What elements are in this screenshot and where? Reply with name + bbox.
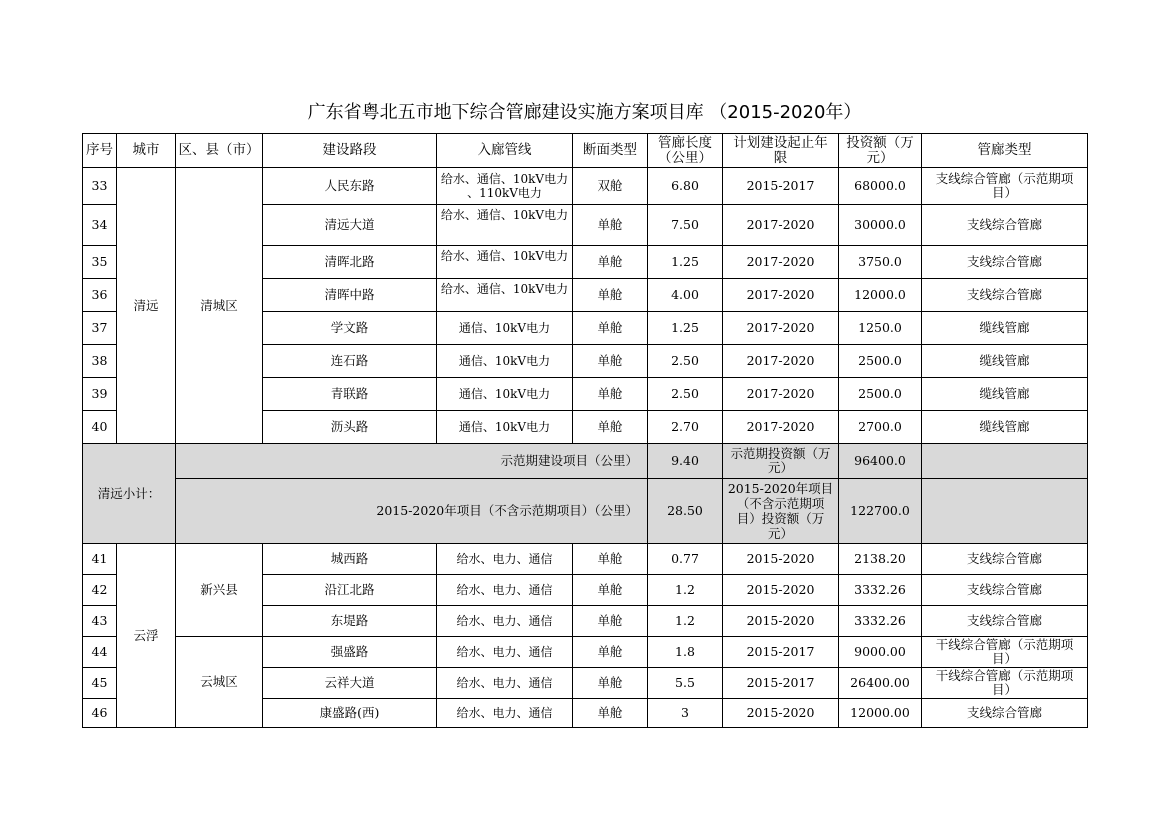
cell-length: 2.50 <box>648 345 723 378</box>
cell-no: 35 <box>83 246 117 279</box>
cell-pipelines: 给水、电力、通信 <box>437 699 573 728</box>
subtotal-row-plan <box>83 479 1088 544</box>
cell-section: 清远大道 <box>263 205 437 246</box>
subtotal-row-demo <box>83 444 1088 479</box>
cell-period: 2017-2020 <box>723 205 839 246</box>
cell-no: 44 <box>83 637 117 668</box>
cell-corridor-type: 缆线管廊 <box>922 411 1088 444</box>
header-section: 建设路段 <box>263 134 437 168</box>
cell-city: 云浮 <box>117 544 176 728</box>
cell-no: 40 <box>83 411 117 444</box>
cell-empty <box>922 479 1088 544</box>
cell-section: 沥头路 <box>263 411 437 444</box>
cell-length: 7.50 <box>648 205 723 246</box>
header-corridor-type: 管廊类型 <box>922 134 1088 168</box>
cell-corridor-type: 干线综合管廊（示范期项 目） <box>922 668 1088 699</box>
subtotal-plan-label: 2015-2020年项目（不含示范期项目）（公里） <box>176 479 648 544</box>
cell-pipelines: 给水、通信、10kV电力 <box>437 246 573 279</box>
cell-investment: 3332.26 <box>839 575 922 606</box>
table-row <box>83 168 1088 205</box>
header-section-type: 断面类型 <box>573 134 648 168</box>
cell-section: 人民东路 <box>263 168 437 205</box>
cell-pipelines: 给水、电力、通信 <box>437 668 573 699</box>
cell-period: 2015-2017 <box>723 168 839 205</box>
cell-length: 2.70 <box>648 411 723 444</box>
cell-no: 33 <box>83 168 117 205</box>
header-investment: 投资额（万 元） <box>839 134 922 168</box>
cell-section: 城西路 <box>263 544 437 575</box>
cell-investment: 2500.0 <box>839 345 922 378</box>
cell-investment: 2500.0 <box>839 378 922 411</box>
subtotal-plan-length: 28.50 <box>648 479 723 544</box>
cell-period: 2017-2020 <box>723 411 839 444</box>
cell-investment: 9000.00 <box>839 637 922 668</box>
cell-period: 2015-2017 <box>723 668 839 699</box>
cell-pipelines: 给水、电力、通信 <box>437 637 573 668</box>
header-no: 序号 <box>83 134 117 168</box>
subtotal-demo-label: 示范期建设项目（公里） <box>176 444 648 479</box>
cell-section-type: 单舱 <box>573 544 648 575</box>
cell-section: 东堤路 <box>263 606 437 637</box>
cell-investment: 2700.0 <box>839 411 922 444</box>
cell-section: 沿江北路 <box>263 575 437 606</box>
cell-section-type: 双舱 <box>573 168 648 205</box>
cell-length: 1.25 <box>648 312 723 345</box>
subtotal-plan-investment-label: 2015-2020年项目 （不含示范期项 目）投资额（万 元） <box>723 479 839 544</box>
cell-investment: 3332.26 <box>839 606 922 637</box>
cell-no: 46 <box>83 699 117 728</box>
cell-district: 清城区 <box>176 168 263 444</box>
cell-district: 新兴县 <box>176 544 263 637</box>
cell-section-type: 单舱 <box>573 246 648 279</box>
cell-section-type: 单舱 <box>573 637 648 668</box>
cell-corridor-type: 干线综合管廊（示范期项 目） <box>922 637 1088 668</box>
cell-pipelines: 给水、通信、10kV电力 <box>437 205 573 246</box>
cell-section-type: 单舱 <box>573 345 648 378</box>
header-row <box>83 134 1088 168</box>
cell-section: 清晖北路 <box>263 246 437 279</box>
cell-pipelines: 通信、10kV电力 <box>437 378 573 411</box>
cell-investment: 3750.0 <box>839 246 922 279</box>
cell-period: 2017-2020 <box>723 378 839 411</box>
cell-no: 36 <box>83 279 117 312</box>
cell-no: 37 <box>83 312 117 345</box>
cell-length: 1.2 <box>648 575 723 606</box>
cell-corridor-type: 支线综合管廊 <box>922 544 1088 575</box>
cell-section: 青联路 <box>263 378 437 411</box>
cell-no: 38 <box>83 345 117 378</box>
subtotal-demo-length: 9.40 <box>648 444 723 479</box>
cell-no: 43 <box>83 606 117 637</box>
cell-no: 39 <box>83 378 117 411</box>
cell-pipelines: 给水、电力、通信 <box>437 544 573 575</box>
page-title: 广东省粤北五市地下综合管廊建设实施方案项目库 （2015-2020年） <box>307 102 862 123</box>
cell-period: 2015-2020 <box>723 606 839 637</box>
header-district: 区、县（市） <box>176 134 263 168</box>
cell-section-type: 单舱 <box>573 378 648 411</box>
cell-corridor-type: 支线综合管廊 <box>922 279 1088 312</box>
cell-section-type: 单舱 <box>573 205 648 246</box>
cell-pipelines: 通信、10kV电力 <box>437 345 573 378</box>
cell-period: 2015-2017 <box>723 637 839 668</box>
cell-period: 2017-2020 <box>723 246 839 279</box>
cell-investment: 12000.0 <box>839 279 922 312</box>
cell-section: 清晖中路 <box>263 279 437 312</box>
cell-length: 6.80 <box>648 168 723 205</box>
cell-investment: 68000.0 <box>839 168 922 205</box>
cell-pipelines: 给水、通信、10kV电力 、110kV电力 <box>437 168 573 205</box>
cell-investment: 2138.20 <box>839 544 922 575</box>
cell-investment: 30000.0 <box>839 205 922 246</box>
cell-length: 1.25 <box>648 246 723 279</box>
header-length: 管廊长度 （公里） <box>648 134 723 168</box>
cell-empty <box>922 444 1088 479</box>
cell-investment: 12000.00 <box>839 699 922 728</box>
cell-period: 2017-2020 <box>723 279 839 312</box>
header-city: 城市 <box>117 134 176 168</box>
cell-corridor-type: 缆线管廊 <box>922 312 1088 345</box>
cell-pipelines: 通信、10kV电力 <box>437 312 573 345</box>
cell-length: 5.5 <box>648 668 723 699</box>
subtotal-demo-investment: 96400.0 <box>839 444 922 479</box>
cell-pipelines: 给水、通信、10kV电力 <box>437 279 573 312</box>
cell-corridor-type: 支线综合管廊 <box>922 575 1088 606</box>
cell-corridor-type: 支线综合管廊（示范期项 目） <box>922 168 1088 205</box>
cell-corridor-type: 支线综合管廊 <box>922 205 1088 246</box>
project-table <box>82 133 1088 728</box>
cell-no: 41 <box>83 544 117 575</box>
cell-section: 连石路 <box>263 345 437 378</box>
subtotal-demo-investment-label: 示范期投资额（万 元） <box>723 444 839 479</box>
cell-period: 2017-2020 <box>723 345 839 378</box>
subtotal-plan-investment: 122700.0 <box>839 479 922 544</box>
cell-corridor-type: 缆线管廊 <box>922 378 1088 411</box>
cell-period: 2017-2020 <box>723 312 839 345</box>
cell-pipelines: 给水、电力、通信 <box>437 606 573 637</box>
cell-length: 3 <box>648 699 723 728</box>
cell-no: 34 <box>83 205 117 246</box>
cell-section-type: 单舱 <box>573 606 648 637</box>
cell-district: 云城区 <box>176 637 263 728</box>
cell-section-type: 单舱 <box>573 411 648 444</box>
cell-length: 1.8 <box>648 637 723 668</box>
cell-no: 45 <box>83 668 117 699</box>
cell-length: 0.77 <box>648 544 723 575</box>
cell-corridor-type: 支线综合管廊 <box>922 699 1088 728</box>
cell-section-type: 单舱 <box>573 279 648 312</box>
cell-length: 4.00 <box>648 279 723 312</box>
cell-section: 康盛路(西) <box>263 699 437 728</box>
cell-section: 学文路 <box>263 312 437 345</box>
cell-pipelines: 给水、电力、通信 <box>437 575 573 606</box>
cell-no: 42 <box>83 575 117 606</box>
cell-pipelines: 通信、10kV电力 <box>437 411 573 444</box>
cell-length: 2.50 <box>648 378 723 411</box>
cell-length: 1.2 <box>648 606 723 637</box>
cell-corridor-type: 缆线管廊 <box>922 345 1088 378</box>
cell-corridor-type: 支线综合管廊 <box>922 606 1088 637</box>
cell-investment: 1250.0 <box>839 312 922 345</box>
cell-city: 清远 <box>117 168 176 444</box>
cell-period: 2015-2020 <box>723 544 839 575</box>
cell-investment: 26400.00 <box>839 668 922 699</box>
cell-period: 2015-2020 <box>723 575 839 606</box>
header-pipelines: 入廊管线 <box>437 134 573 168</box>
cell-section: 云祥大道 <box>263 668 437 699</box>
subtotal-label: 清远小计： <box>83 444 176 544</box>
cell-section: 强盛路 <box>263 637 437 668</box>
cell-section-type: 单舱 <box>573 668 648 699</box>
table-row <box>83 637 1088 668</box>
cell-section-type: 单舱 <box>573 699 648 728</box>
cell-corridor-type: 支线综合管廊 <box>922 246 1088 279</box>
cell-section-type: 单舱 <box>573 312 648 345</box>
header-period: 计划建设起止年 限 <box>723 134 839 168</box>
cell-period: 2015-2020 <box>723 699 839 728</box>
table-row <box>83 544 1088 575</box>
cell-section-type: 单舱 <box>573 575 648 606</box>
